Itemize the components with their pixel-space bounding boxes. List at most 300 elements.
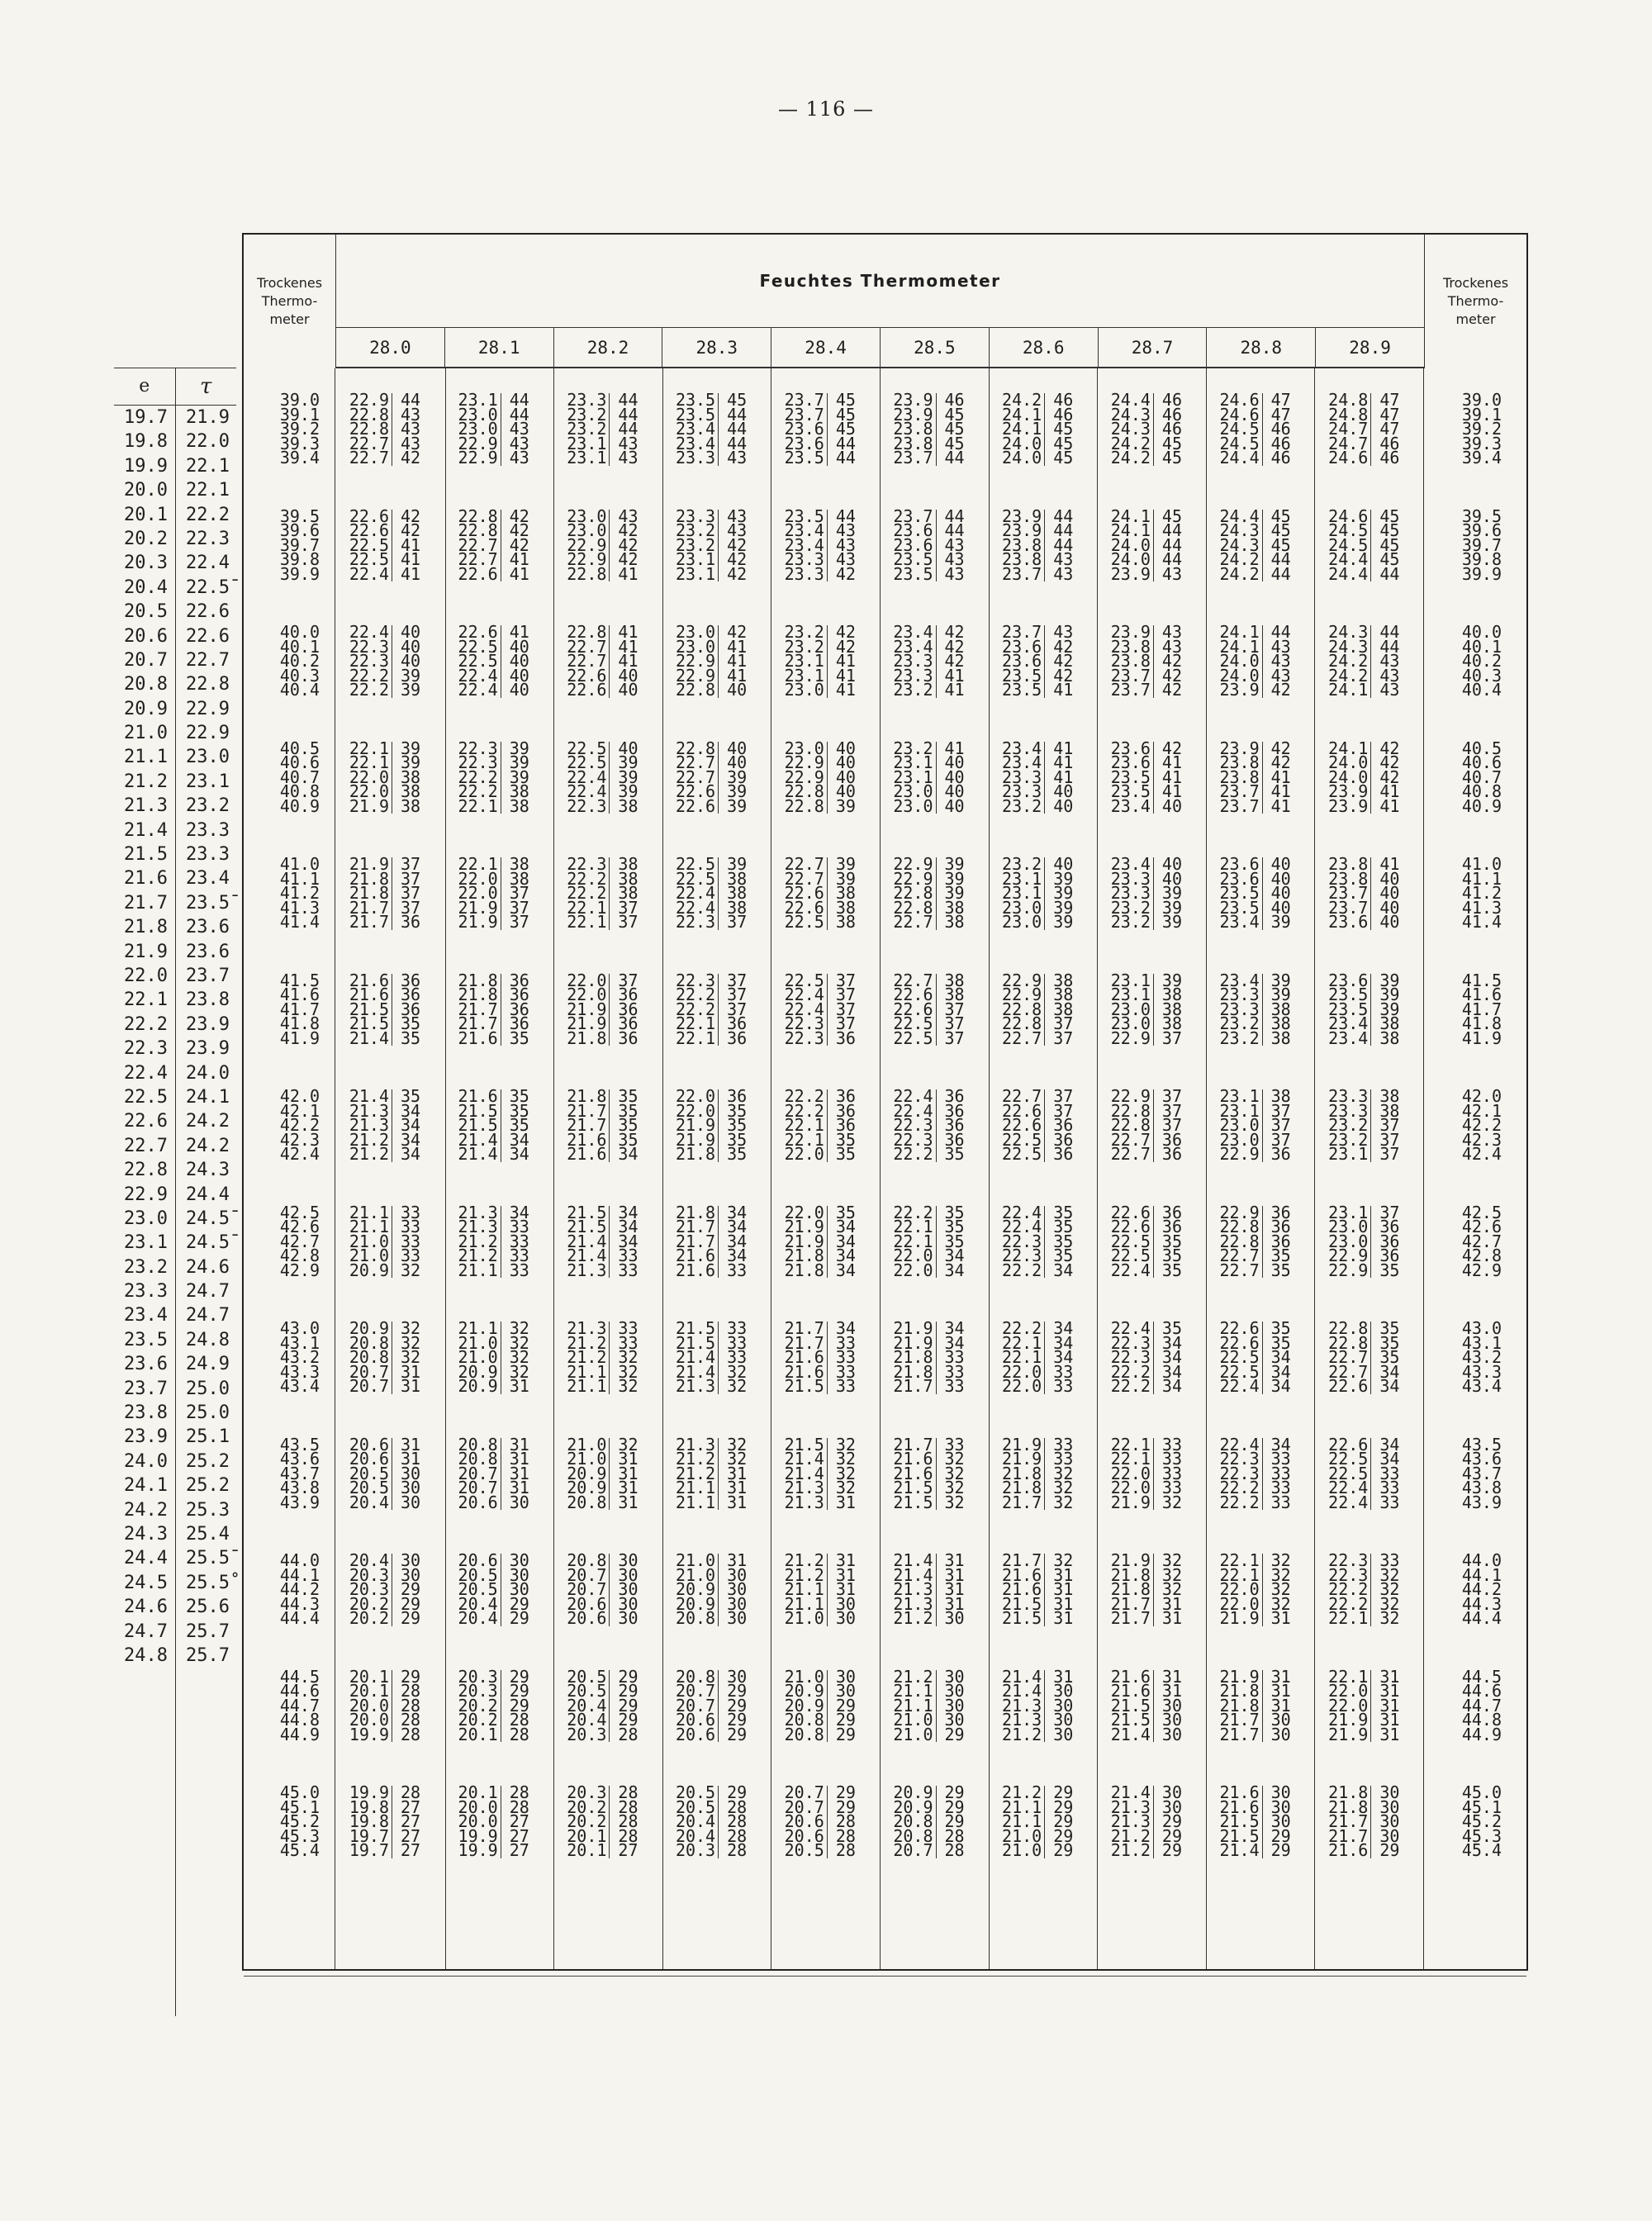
e-value: 24.2: [124, 1499, 168, 1521]
humidity-value: 41: [1379, 854, 1400, 874]
humidity-value: 34: [944, 1332, 965, 1353]
humidity-value: 44: [618, 390, 638, 410]
dew-point-value: 20.5: [336, 1467, 392, 1482]
humidity-value: 28: [835, 1840, 856, 1861]
humidity-value: 40: [727, 680, 748, 700]
dew-point-value: 21.7: [1098, 1611, 1154, 1626]
humidity-value: 46: [1161, 404, 1183, 425]
humidity-value: 41: [944, 680, 965, 700]
dew-point-value: 21.9: [445, 901, 501, 916]
dew-point-value: 23.3: [662, 510, 719, 524]
dew-point-value: 23.5: [881, 553, 937, 567]
dew-point-value: 22.5: [336, 539, 392, 553]
humidity-value: 44: [1270, 622, 1291, 642]
side-table-row: [114, 988, 236, 1012]
humidity-value: 42: [618, 549, 638, 570]
humidity-value: 42: [618, 520, 638, 541]
humidity-value: 34: [727, 1246, 748, 1266]
humidity-value: 30: [1379, 1825, 1400, 1846]
table-cell: [445, 448, 554, 468]
dew-point-value: 20.9: [771, 1699, 828, 1714]
humidity-value: 35: [1270, 1318, 1291, 1338]
humidity-value: 28: [727, 1811, 748, 1832]
humidity-value: 32: [1053, 1463, 1074, 1483]
dew-point-value: 24.3: [1098, 422, 1154, 437]
row-group: [244, 1666, 1526, 1792]
dry-temp-left: 41.8: [279, 1013, 320, 1034]
dew-point-value: 22.7: [881, 915, 937, 930]
dry-temp-right: 45.4: [1461, 1840, 1502, 1861]
humidity-value: 27: [509, 1825, 529, 1846]
dew-point-value: 22.6: [662, 785, 719, 800]
humidity-value: 35: [1053, 1231, 1074, 1251]
dew-point-value: 22.1: [445, 800, 501, 814]
humidity-value: 40: [835, 752, 856, 773]
dew-point-value: 21.2: [771, 1554, 828, 1568]
humidity-value: 30: [1053, 1724, 1074, 1744]
dry-temp-left: 41.1: [279, 868, 320, 889]
dew-point-value: 21.0: [989, 1829, 1045, 1844]
dew-point-value: 21.3: [881, 1583, 937, 1597]
dew-point-value: 20.5: [336, 1481, 392, 1496]
table-cell: [881, 1492, 990, 1512]
dry-temp-left: 39.9: [279, 563, 320, 584]
dew-point-value: 23.4: [662, 437, 719, 452]
dry-temp-right: 43.9: [1461, 1492, 1502, 1512]
dew-point-value: 22.1: [1315, 1611, 1371, 1626]
humidity-value: 42: [835, 636, 856, 657]
humidity-value: 35: [1379, 1260, 1400, 1280]
table-cell: [662, 1840, 771, 1861]
dew-point-value: 21.9: [771, 1220, 828, 1235]
dew-point-value: 21.8: [445, 974, 501, 989]
dew-point-value: 23.4: [1207, 974, 1263, 989]
table-cell: [771, 1840, 881, 1861]
dew-point-value: 20.7: [771, 1786, 828, 1801]
table-cell: [336, 1260, 445, 1280]
dry-temp-left: 43.5: [279, 1434, 320, 1455]
dry-temp-right: 45.1: [1461, 1796, 1502, 1817]
dew-point-value: 21.2: [553, 1336, 610, 1351]
humidity-value: 37: [618, 912, 638, 933]
row-cells: [336, 433, 1424, 453]
humidity-value: 38: [1053, 999, 1074, 1019]
dew-point-value: 20.4: [662, 1829, 719, 1844]
dew-point-value: 21.4: [771, 1452, 828, 1467]
row-cells: [336, 1782, 1424, 1802]
humidity-value: 42: [401, 448, 421, 468]
humidity-value: 30: [727, 1593, 748, 1614]
side-table-row: [114, 842, 236, 866]
dew-point-value: 22.1: [771, 1133, 828, 1148]
dew-point-value: 21.9: [445, 915, 501, 930]
dew-point-value: 22.4: [881, 1089, 937, 1104]
dew-point-value: 20.9: [336, 1264, 392, 1279]
humidity-value: 31: [835, 1492, 856, 1512]
humidity-value: 47: [1379, 390, 1400, 410]
wet-column-header: 28.2: [554, 328, 663, 367]
dew-point-value: 23.6: [881, 539, 937, 553]
humidity-value: 31: [727, 1463, 748, 1483]
dew-point-value: 24.0: [1315, 756, 1371, 771]
e-value: 24.0: [124, 1450, 168, 1472]
humidity-value: 39: [1161, 912, 1183, 933]
humidity-value: 44: [727, 404, 748, 425]
table-cell: [989, 1840, 1098, 1861]
humidity-value: 31: [509, 1478, 529, 1498]
dew-point-value: 22.1: [445, 857, 501, 872]
dry-temp-left: 39.5: [279, 505, 320, 526]
humidity-value: 29: [509, 1681, 529, 1701]
humidity-value: 37: [401, 868, 421, 889]
humidity-value: 38: [944, 912, 965, 933]
table-cell: [771, 1608, 881, 1629]
humidity-value: 35: [509, 1115, 529, 1136]
side-table-row: [114, 1546, 236, 1570]
humidity-value: 34: [1161, 1376, 1183, 1397]
dew-point-value: 21.2: [445, 1235, 501, 1250]
dew-point-value: 22.9: [1315, 1264, 1371, 1279]
dew-point-value: 23.1: [1207, 1104, 1263, 1119]
dew-point-value: 23.0: [1315, 1235, 1371, 1250]
humidity-value: 33: [727, 1318, 748, 1338]
humidity-value: 34: [401, 1129, 421, 1150]
dew-point-value: 23.1: [1098, 974, 1154, 989]
e-value: 21.5: [124, 844, 168, 866]
humidity-value: 41: [727, 665, 748, 686]
humidity-value: 31: [618, 1492, 638, 1512]
dew-point-value: 22.0: [1207, 1597, 1263, 1612]
humidity-value: 32: [835, 1434, 856, 1455]
dew-point-value: 21.4: [553, 1249, 610, 1264]
humidity-value: 32: [509, 1347, 529, 1368]
dew-point-value: 21.9: [989, 1452, 1045, 1467]
dew-point-value: 23.5: [989, 683, 1045, 698]
dew-point-value: 20.5: [553, 1670, 610, 1685]
dry-temp-left: 40.1: [279, 636, 320, 657]
dew-point-value: 22.1: [1098, 1452, 1154, 1467]
side-table-row: [114, 721, 236, 745]
dew-point-value: 21.4: [989, 1670, 1045, 1685]
dry-temp-left: 43.3: [279, 1361, 320, 1382]
dry-temp-right: 44.1: [1461, 1564, 1502, 1585]
dew-point-value: 21.5: [881, 1496, 937, 1511]
humidity-value: 42: [1053, 651, 1074, 672]
humidity-value: 33: [944, 1434, 965, 1455]
row-cells: [336, 1347, 1424, 1368]
dew-point-value: 22.0: [771, 1147, 828, 1162]
humidity-value: 38: [509, 854, 529, 874]
dew-point-value: 24.2: [1315, 654, 1371, 669]
humidity-value: 40: [944, 752, 965, 773]
humidity-value: 42: [1161, 665, 1183, 686]
dew-point-value: 22.6: [662, 800, 719, 814]
dew-point-value: 24.6: [1315, 510, 1371, 524]
humidity-value: 35: [618, 1100, 638, 1121]
dew-point-value: 22.0: [989, 1365, 1045, 1380]
humidity-value: 29: [1379, 1840, 1400, 1861]
humidity-value: 31: [509, 1376, 529, 1397]
dry-temp-right: 42.7: [1461, 1231, 1502, 1251]
humidity-value: 28: [944, 1840, 965, 1861]
table-cell: [989, 1724, 1098, 1744]
humidity-value: 39: [835, 868, 856, 889]
dew-point-value: 21.4: [662, 1365, 719, 1380]
dew-point-value: 22.7: [553, 640, 610, 655]
dry-temp-right: 42.8: [1461, 1246, 1502, 1266]
dew-point-value: 23.0: [881, 785, 937, 800]
table-cell: [1315, 795, 1424, 816]
humidity-value: 41: [1161, 766, 1183, 787]
tau-value: 22.1: [186, 455, 230, 477]
dew-point-value: 23.2: [771, 625, 828, 640]
humidity-value: 43: [401, 404, 421, 425]
humidity-value: 34: [1053, 1347, 1074, 1368]
dew-point-value: 23.0: [1207, 1118, 1263, 1133]
dew-point-value: 22.0: [662, 1089, 719, 1104]
humidity-value: 35: [944, 1217, 965, 1237]
humidity-value: 43: [1270, 636, 1291, 657]
side-table-row: [114, 964, 236, 988]
humidity-value: 40: [618, 738, 638, 758]
humidity-value: 33: [618, 1332, 638, 1353]
humidity-value: 28: [401, 1710, 421, 1730]
humidity-value: 32: [618, 1376, 638, 1397]
side-table-row: [114, 1522, 236, 1546]
humidity-value: 36: [1161, 1144, 1183, 1165]
humidity-value: 28: [727, 1825, 748, 1846]
humidity-value: 38: [944, 897, 965, 918]
table-cell: [553, 1724, 662, 1744]
table-cell: [336, 1492, 445, 1512]
dew-point-value: 21.7: [989, 1554, 1045, 1568]
humidity-value: 35: [727, 1144, 748, 1165]
tau-value: 25.4: [186, 1523, 230, 1545]
humidity-value: 30: [1379, 1811, 1400, 1832]
dew-point-value: 21.6: [1098, 1670, 1154, 1685]
dry-temp-right: 39.7: [1461, 534, 1502, 555]
humidity-value: 37: [1379, 1144, 1400, 1165]
humidity-value: 33: [618, 1318, 638, 1338]
tau-value: 24.8: [186, 1329, 230, 1350]
humidity-value: 36: [1270, 1202, 1291, 1222]
wet-column-header: 28.0: [336, 328, 445, 367]
humidity-value: 37: [1161, 1086, 1183, 1106]
dew-point-value: 23.2: [553, 422, 610, 437]
humidity-value: 46: [1053, 404, 1074, 425]
dew-point-value: 22.5: [553, 742, 610, 757]
humidity-value: 36: [618, 999, 638, 1019]
dew-point-value: 22.7: [989, 1089, 1045, 1104]
humidity-value: 45: [1379, 505, 1400, 526]
side-table-row: [114, 1352, 236, 1376]
dew-point-value: 20.7: [662, 1699, 719, 1714]
dew-point-value: 20.0: [445, 1801, 501, 1815]
dry-temp-right: 43.1: [1461, 1332, 1502, 1353]
humidity-value: 35: [509, 1086, 529, 1106]
dew-point-value: 22.4: [1315, 1481, 1371, 1496]
humidity-value: 34: [1270, 1361, 1291, 1382]
table-cell: [553, 1027, 662, 1048]
humidity-value: 33: [618, 1246, 638, 1266]
dry-temp-left: 40.0: [279, 622, 320, 642]
dew-point-value: 22.6: [445, 567, 501, 582]
table-cell: [662, 1376, 771, 1397]
humidity-value: 39: [944, 868, 965, 889]
table-cell: [336, 795, 445, 816]
humidity-value: 44: [1270, 563, 1291, 584]
dew-point-value: 22.0: [1098, 1467, 1154, 1482]
dry-temp-left: 43.6: [279, 1449, 320, 1469]
dew-point-value: 24.1: [1315, 742, 1371, 757]
humidity-value: 31: [1379, 1695, 1400, 1716]
dry-temp-left: 43.2: [279, 1347, 320, 1368]
dew-point-value: 23.1: [1315, 1206, 1371, 1221]
humidity-value: 45: [727, 390, 748, 410]
table-cell: [1098, 1608, 1207, 1629]
dry-temp-right: 41.7: [1461, 999, 1502, 1019]
side-table-row: [114, 648, 236, 672]
row-cells: [336, 622, 1424, 642]
dew-point-value: 22.3: [1098, 1336, 1154, 1351]
table-cell: [662, 912, 771, 933]
dew-point-value: 22.7: [662, 756, 719, 771]
dew-point-value: 23.5: [881, 567, 937, 582]
humidity-value: 43: [618, 433, 638, 453]
e-value: 22.1: [124, 989, 168, 1011]
dew-point-value: 20.2: [445, 1699, 501, 1714]
humidity-value: 45: [1053, 433, 1074, 453]
dry-temp-right: 43.8: [1461, 1478, 1502, 1498]
dew-point-value: 21.2: [1098, 1844, 1154, 1858]
dry-temp-left: 40.8: [279, 781, 320, 802]
humidity-value: 37: [401, 883, 421, 904]
dew-point-value: 22.5: [445, 654, 501, 669]
humidity-value: 27: [401, 1825, 421, 1846]
dew-point-value: 24.4: [1315, 567, 1371, 582]
tau-value: 25.2: [186, 1475, 230, 1497]
humidity-value: 32: [1270, 1579, 1291, 1600]
tau-value: 24.2: [186, 1135, 230, 1156]
side-table-row: [114, 1425, 236, 1449]
humidity-value: 29: [1161, 1811, 1183, 1832]
humidity-value: 38: [618, 795, 638, 816]
humidity-value: 47: [1379, 419, 1400, 439]
humidity-value: 43: [618, 448, 638, 468]
dry-temp-left: 44.2: [279, 1579, 320, 1600]
dew-point-value: 21.6: [336, 974, 392, 989]
dew-point-value: 20.7: [336, 1365, 392, 1380]
table-cell: [881, 1840, 990, 1861]
dew-point-value: 21.1: [881, 1684, 937, 1699]
dew-point-value: 22.5: [771, 915, 828, 930]
dew-point-value: 23.0: [553, 510, 610, 524]
humidity-value: 29: [835, 1796, 856, 1817]
dew-point-value: 21.7: [881, 1379, 937, 1394]
humidity-value: 40: [509, 665, 529, 686]
humidity-value: 29: [1161, 1840, 1183, 1861]
humidity-value: 45: [835, 390, 856, 410]
side-table-row: [114, 1498, 236, 1522]
dew-point-value: 21.3: [989, 1713, 1045, 1728]
humidity-value: 31: [727, 1478, 748, 1498]
table-cell: [445, 1027, 554, 1048]
humidity-value: 34: [835, 1246, 856, 1266]
dew-point-value: 20.6: [445, 1554, 501, 1568]
side-table-row: [114, 1109, 236, 1133]
humidity-value: 43: [1379, 665, 1400, 686]
humidity-value: 34: [1161, 1347, 1183, 1368]
humidity-value: 33: [1379, 1492, 1400, 1512]
humidity-value: 32: [1161, 1550, 1183, 1570]
tau-value: 23.0: [186, 747, 230, 768]
humidity-value: 29: [727, 1782, 748, 1802]
dew-point-value: 22.0: [1315, 1684, 1371, 1699]
humidity-value: 38: [401, 766, 421, 787]
dew-point-value: 23.8: [989, 553, 1045, 567]
dew-point-value: 22.7: [989, 1032, 1045, 1046]
humidity-value: 37: [1161, 1027, 1183, 1048]
humidity-value: 30: [1053, 1710, 1074, 1730]
table-cell: [662, 795, 771, 816]
humidity-value: 29: [1053, 1825, 1074, 1846]
humidity-value: 40: [509, 636, 529, 657]
humidity-value: 33: [401, 1231, 421, 1251]
dew-point-value: 22.2: [881, 1206, 937, 1221]
humidity-value: 32: [1053, 1492, 1074, 1512]
dew-point-value: 22.5: [1207, 1365, 1263, 1380]
dew-point-value: 21.6: [662, 1249, 719, 1264]
dry-temp-right: 39.8: [1461, 549, 1502, 570]
table-cell: [553, 795, 662, 816]
humidity-value: 37: [835, 985, 856, 1005]
humidity-value: 31: [944, 1550, 965, 1570]
dew-point-value: 22.6: [771, 901, 828, 916]
table-cell: [662, 563, 771, 584]
dry-temp-right: 41.2: [1461, 883, 1502, 904]
humidity-value: 32: [1379, 1579, 1400, 1600]
table-cell: [336, 1840, 445, 1861]
table-cell: [989, 1027, 1098, 1048]
humidity-value: 39: [1379, 985, 1400, 1005]
row-cells: [336, 680, 1424, 700]
humidity-value: 44: [509, 390, 529, 410]
dry-temp-left: 40.4: [279, 680, 320, 700]
dew-point-value: 20.3: [445, 1684, 501, 1699]
dew-point-value: 23.4: [881, 640, 937, 655]
humidity-value: 46: [1270, 448, 1291, 468]
dew-point-value: 23.3: [662, 451, 719, 466]
dew-point-value: 23.3: [771, 567, 828, 582]
humidity-value: 35: [401, 1027, 421, 1048]
side-table-row: [114, 672, 236, 696]
humidity-value: 39: [1270, 970, 1291, 990]
humidity-value: 44: [1379, 636, 1400, 657]
humidity-value: 46: [1270, 433, 1291, 453]
dew-point-value: 20.7: [881, 1844, 937, 1858]
dew-point-value: 21.0: [553, 1438, 610, 1453]
dew-point-value: 21.1: [445, 1322, 501, 1336]
dew-point-value: 21.9: [881, 1336, 937, 1351]
table-cell: [336, 448, 445, 468]
dry-temp-right: 39.2: [1461, 419, 1502, 439]
humidity-value: 36: [618, 1013, 638, 1034]
humidity-value: 33: [1161, 1434, 1183, 1455]
humidity-value: 44: [835, 433, 856, 453]
row-cells: [336, 854, 1424, 874]
humidity-value: 35: [835, 1129, 856, 1150]
humidity-value: 34: [835, 1318, 856, 1338]
